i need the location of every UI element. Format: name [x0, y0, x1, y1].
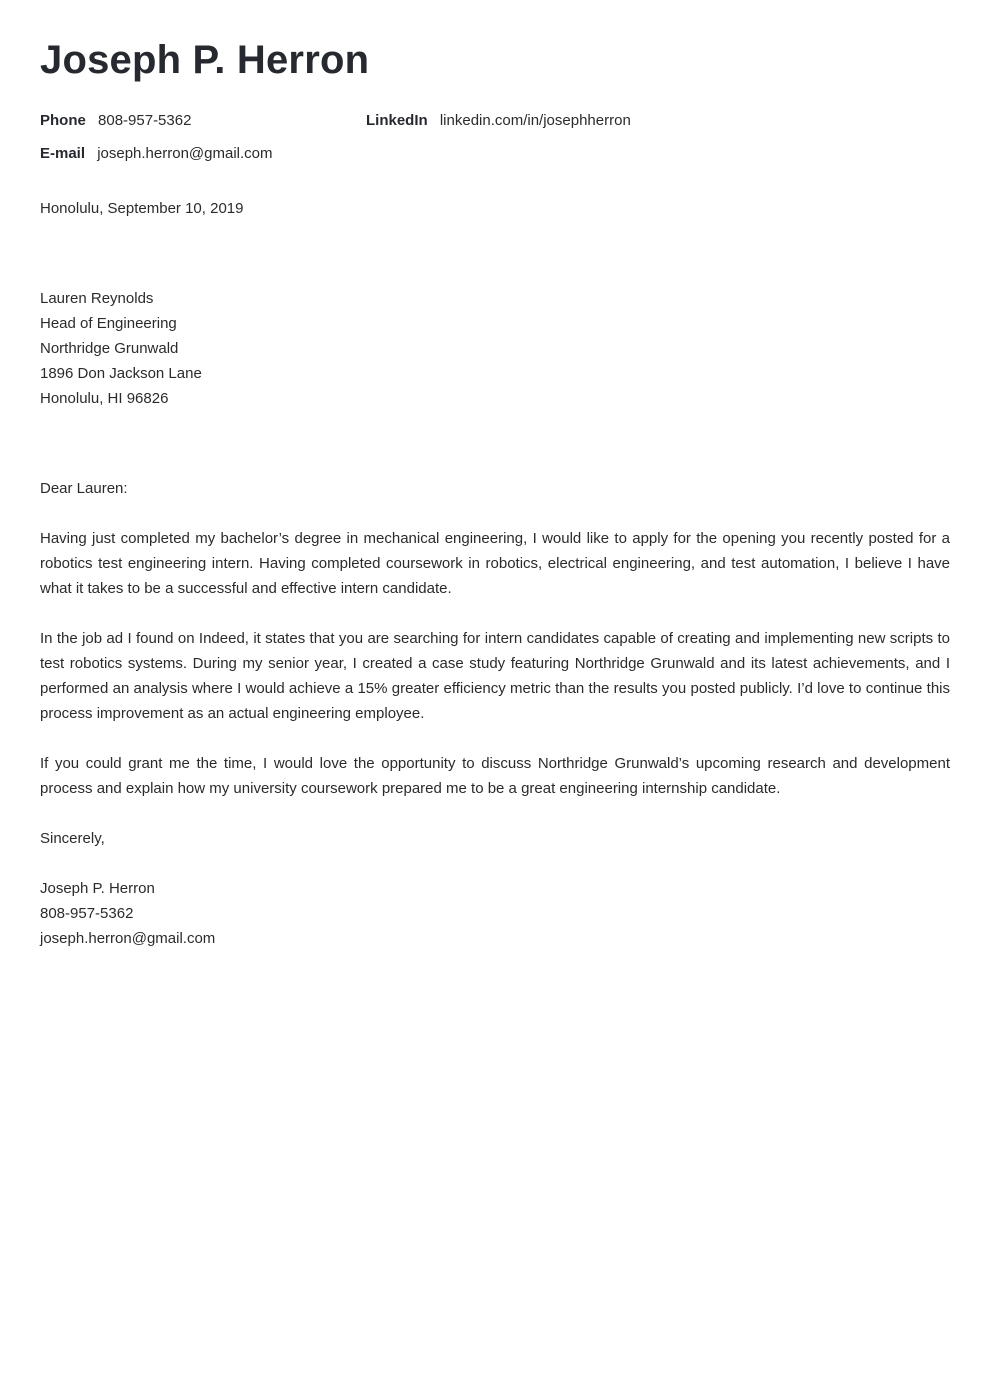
- signature-block: [40, 876, 950, 951]
- body-paragraph-3: If you could grant me the time, I would love the opportunity to discuss Northridge Grunwald’s upcoming research and development process and explain how my university coursework prepared me to be a great engineering internship candidate.: [40, 755, 950, 797]
- body-paragraph-2: In the job ad I found on Indeed, it states that you are searching for intern candidates capable of creating and implementing new scripts to test robotics systems. During my senior year, I created a case study featuring Northridge Grunwald and its latest achievements, and I performed an analysis where I would achieve a 15% greater efficiency metric than the results you posted publicly. I’d love to continue this process improvement as an actual engineering employee.: [40, 630, 950, 722]
- closing: Sincerely,: [40, 830, 105, 847]
- recipient-title: Head of Engineering: [40, 315, 177, 332]
- email-label: E-mail: [40, 145, 86, 162]
- body-paragraph-1: Having just completed my bachelor’s degree in mechanical engineering, I would like to apply for the opening you recently posted for a robotics test engineering intern. Having completed coursework in robotics, electrical engineering, and test automation, I believe I have what it takes to be a successful and effective intern candidate.: [40, 530, 950, 597]
- signature-email: joseph.herron@gmail.com: [40, 930, 216, 947]
- contact-phone: [40, 112, 191, 130]
- applicant-name: Joseph P. Herron: [40, 38, 370, 82]
- linkedin-value: linkedin.com/in/josephherron: [439, 112, 631, 129]
- email-value: joseph.herron@gmail.com: [97, 145, 273, 162]
- recipient-city: Honolulu, HI 96826: [40, 390, 169, 407]
- recipient-block: [40, 286, 950, 411]
- recipient-company: Northridge Grunwald: [40, 340, 179, 357]
- contact-linkedin: [366, 112, 631, 130]
- recipient-name: Lauren Reynolds: [40, 290, 154, 307]
- signature-phone: 808-957-5362: [40, 905, 134, 922]
- signature-name: Joseph P. Herron: [40, 880, 155, 897]
- salutation: Dear Lauren:: [40, 480, 128, 497]
- letter-date: Honolulu, September 10, 2019: [40, 200, 244, 217]
- phone-value: 808-957-5362: [98, 112, 192, 129]
- linkedin-label: LinkedIn: [366, 112, 428, 129]
- phone-label: Phone: [40, 112, 86, 129]
- recipient-street: 1896 Don Jackson Lane: [40, 365, 202, 382]
- contact-email: [40, 145, 273, 163]
